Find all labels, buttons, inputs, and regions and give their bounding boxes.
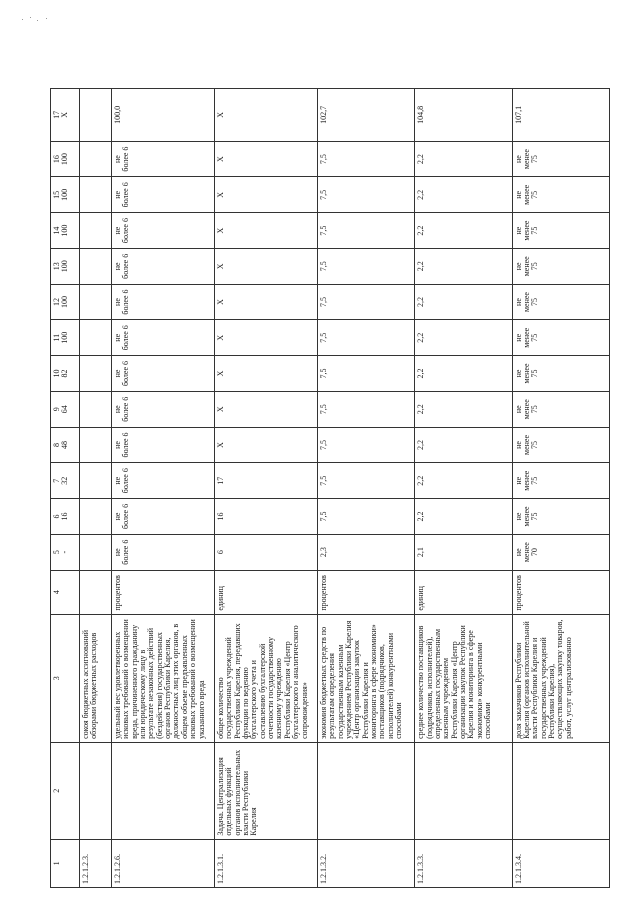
value-cell: 7,5 — [317, 463, 414, 499]
value-cell: 2,2 — [415, 248, 512, 284]
value-cell: X — [214, 177, 317, 213]
header-cell: 10 82 — [51, 356, 80, 392]
header-cell: 17 X — [51, 89, 80, 142]
value-cell — [80, 177, 112, 213]
value-cell: 2,1 — [415, 534, 512, 570]
header-cell: 6 16 — [51, 499, 80, 535]
value-cell: не менее 70 — [512, 534, 609, 570]
value-cell: не менее 75 — [512, 141, 609, 177]
value-cell — [80, 248, 112, 284]
value-cell: X — [214, 320, 317, 356]
value-cell: не менее 75 — [512, 320, 609, 356]
header-cell: 1 — [51, 839, 80, 887]
indicator-cell: общее количество государственных учреждений Республики Карелия, передавших функции по ведению бухгалтерского учета и составлению бухгалтерской отчетности государственному казенному учреждению Республики Карелия «Центр бухгалтерского и аналитического сопровождения» — [214, 614, 317, 742]
value-cell: 7,5 — [317, 213, 414, 249]
value-cell — [80, 499, 112, 535]
scan-artifact — [22, 16, 52, 22]
value-cell: не более 6 — [111, 391, 214, 427]
value-cell — [80, 284, 112, 320]
value-cell: 7,5 — [317, 284, 414, 320]
task-cell — [111, 742, 214, 839]
row-code-cell: 1.2.1.3.3. — [415, 839, 512, 887]
unit-cell: процентов — [111, 570, 214, 614]
total-cell: 107,1 — [512, 89, 609, 142]
value-cell: 2,2 — [415, 356, 512, 392]
header-cell: 7 32 — [51, 463, 80, 499]
value-cell: не менее 75 — [512, 248, 609, 284]
unit-cell: процентов — [512, 570, 609, 614]
indicator-cell: удельный вес удовлетворенных исковых требований о возмещении вреда, причиненного гражданину или юридическому лицу в результате незаконных действий (бездействия) государственных органов Республики Карелия, должностных лиц этих органов, в общем объеме предъявленных исковых требований о возмещении указанного вреда — [111, 614, 214, 742]
task-cell: Задача. Централизация отдельных функций органов исполнительных власти Республики Карелия — [214, 742, 317, 839]
value-cell: 6 — [214, 534, 317, 570]
value-cell: не более 6 — [111, 284, 214, 320]
total-cell: 104,8 — [415, 89, 512, 142]
value-cell: не более 6 — [111, 320, 214, 356]
value-cell: 2,3 — [317, 534, 414, 570]
header-cell: 4 — [51, 570, 80, 614]
total-cell: 100,0 — [111, 89, 214, 142]
value-cell: не более 6 — [111, 177, 214, 213]
value-cell: 2,2 — [415, 391, 512, 427]
rotated-table-container — [50, 88, 610, 888]
value-cell: 2,2 — [415, 320, 512, 356]
task-cell — [415, 742, 512, 839]
row-code-cell: 1.2.1.3.1. — [214, 839, 317, 887]
header-cell: 8 48 — [51, 427, 80, 463]
value-cell: 2,2 — [415, 284, 512, 320]
header-cell: 5 - — [51, 534, 80, 570]
value-cell — [80, 213, 112, 249]
value-cell: X — [214, 391, 317, 427]
total-cell: 102,7 — [317, 89, 414, 142]
header-cell: 15 100 — [51, 177, 80, 213]
value-cell: не более 6 — [111, 427, 214, 463]
unit-cell — [80, 570, 112, 614]
value-cell: не менее 75 — [512, 213, 609, 249]
table-row — [317, 89, 414, 888]
value-cell — [80, 320, 112, 356]
total-cell — [80, 89, 112, 142]
header-cell: 9 64 — [51, 391, 80, 427]
value-cell: 7,5 — [317, 427, 414, 463]
value-cell: X — [214, 141, 317, 177]
value-cell — [80, 534, 112, 570]
header-cell: 16 100 — [51, 141, 80, 177]
value-cell: не более 6 — [111, 248, 214, 284]
table-row — [80, 89, 112, 888]
header-cell: 12 100 — [51, 284, 80, 320]
table-row — [214, 89, 317, 888]
total-cell: X — [214, 89, 317, 142]
row-code-cell: 1.2.1.2.6. — [111, 839, 214, 887]
value-cell: 2,2 — [415, 427, 512, 463]
value-cell: не менее 75 — [512, 177, 609, 213]
value-cell: не более 6 — [111, 534, 214, 570]
value-cell: не менее 75 — [512, 284, 609, 320]
task-cell — [512, 742, 609, 839]
value-cell: не более 6 — [111, 141, 214, 177]
value-cell: не менее 75 — [512, 499, 609, 535]
unit-cell: процентов — [317, 570, 414, 614]
value-cell: 2,2 — [415, 141, 512, 177]
value-cell — [80, 356, 112, 392]
value-cell: 17 — [214, 463, 317, 499]
value-cell — [80, 463, 112, 499]
table-row — [111, 89, 214, 888]
value-cell: X — [214, 248, 317, 284]
row-code-cell: 1.2.1.3.2. — [317, 839, 414, 887]
row-code-cell: 1.2.1.3.4. — [512, 839, 609, 887]
value-cell: не менее 75 — [512, 427, 609, 463]
value-cell: не более 6 — [111, 499, 214, 535]
value-cell: X — [214, 427, 317, 463]
value-cell: 2,2 — [415, 213, 512, 249]
header-cell: 14 100 — [51, 213, 80, 249]
task-cell — [317, 742, 414, 839]
value-cell: 2,2 — [415, 177, 512, 213]
value-cell: 7,5 — [317, 499, 414, 535]
indicators-table — [50, 88, 610, 888]
task-cell — [80, 742, 112, 839]
row-code-cell: 1.2.1.2.3. — [80, 839, 112, 887]
value-cell: не более 6 — [111, 463, 214, 499]
unit-cell: единиц — [214, 570, 317, 614]
value-cell: 7,5 — [317, 391, 414, 427]
header-cell: 2 — [51, 742, 80, 839]
table-row — [415, 89, 512, 888]
value-cell — [80, 427, 112, 463]
value-cell: 7,5 — [317, 248, 414, 284]
header-cell: 3 — [51, 614, 80, 742]
value-cell: 7,5 — [317, 320, 414, 356]
indicator-cell: экономия бюджетных средств по результатам определения государственным казенным учреждением Республики Карелия «Центр организации закупок Республики Карелия и мониторинга в сфере экономики» поставщиков (подрядчиков, исполнителей) конкурентными способами — [317, 614, 414, 742]
value-cell: X — [214, 284, 317, 320]
indicator-cell: сокоя бюджетных ассигнований обзорами бюджетных расходов — [80, 614, 112, 742]
value-cell: не менее 75 — [512, 356, 609, 392]
header-row — [51, 89, 80, 888]
value-cell: не более 6 — [111, 356, 214, 392]
value-cell: 16 — [214, 499, 317, 535]
unit-cell: единиц — [415, 570, 512, 614]
indicator-cell: доля заказчиков Республики Карелия (органов исполнительной власти Республики Карелия и государственных учреждений Республики Карелия), осуществляющих закупку товаров, работ, услуг централизованно — [512, 614, 609, 742]
value-cell: 7,5 — [317, 356, 414, 392]
value-cell: X — [214, 356, 317, 392]
value-cell — [80, 391, 112, 427]
value-cell: не менее 75 — [512, 391, 609, 427]
value-cell: не более 6 — [111, 213, 214, 249]
header-cell: 13 100 — [51, 248, 80, 284]
table-row — [512, 89, 609, 888]
value-cell: 2,2 — [415, 499, 512, 535]
value-cell: 2,2 — [415, 463, 512, 499]
value-cell: не менее 75 — [512, 463, 609, 499]
value-cell: 7,5 — [317, 177, 414, 213]
value-cell: 7,5 — [317, 141, 414, 177]
value-cell: X — [214, 213, 317, 249]
value-cell — [80, 141, 112, 177]
indicator-cell: среднее количество поставщиков (подрядчиков, исполнителей), определенных государственным казенным учреждением Республики Карелия «Центр организации закупок Республики Карелия и мониторинга в сфере экономики» конкурентными способами — [415, 614, 512, 742]
header-cell: 11 100 — [51, 320, 80, 356]
